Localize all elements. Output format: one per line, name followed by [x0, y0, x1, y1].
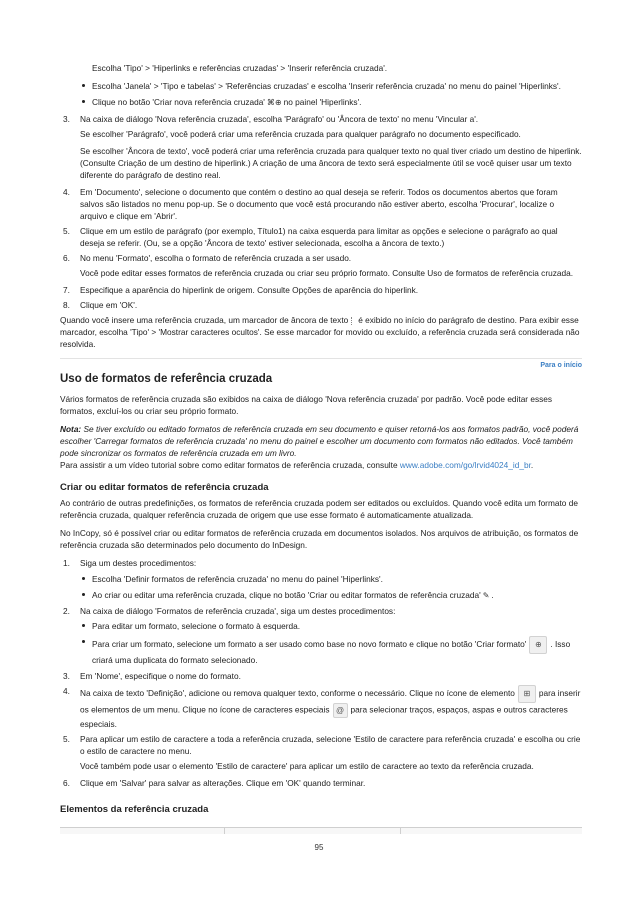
note-label: Nota:: [60, 423, 82, 434]
step-2: 2. Na caixa de diálogo 'Formatos de referência cruzada', siga um destes procedimentos:: [63, 606, 396, 617]
step-8: 8. Clique em 'OK'.: [63, 299, 138, 310]
step-option-text: Escolha 'Tipo' > 'Hiperlinks e referências cruzadas' > 'Inserir referência cruzada'.: [92, 63, 388, 73]
pencil-icon[interactable]: ✎: [482, 590, 490, 600]
document-page: [60, 62, 582, 834]
list-item: Para editar um formato, selecione o formato à esquerda.: [60, 620, 582, 632]
list-item: Escolha 'Janela' > 'Tipo e tabelas' > 'Referências cruzadas' e escolha 'Inserir referência cruzada' no menu do painel 'Hiperlinks'.: [60, 80, 582, 92]
special-characters-icon[interactable]: @: [333, 703, 348, 718]
step-4: 4. Na caixa de texto 'Definição', adicione ou remova qualquer texto, conforme o necessário. Clique no ícone de elemento ⊞ para inserir os elementos de um menu. Clique no ícone de caracteres especiais @ para selecionar traços, espaços, aspas e outros caracteres especiais.: [63, 686, 581, 730]
step-7: 7. Especifique a aparência do hiperlink de origem. Consulte Opções de aparência do hiperlink.: [63, 284, 419, 295]
new-cross-reference-icon[interactable]: ⌘⊕: [266, 98, 282, 108]
page-number: 95: [314, 843, 324, 852]
paragraph: Ao contrário de outras predefinições, os formatos de referência cruzada podem ser editados ou excluídos. Quando você edita um formato de referência cruzada, qualquer referência cruzada de origem que use esse formato é automaticamente atualizada.: [60, 498, 578, 521]
step-4: 4. Em 'Documento', selecione o documento que contém o destino ao qual deseja se referir. Todos os documentos abertos que foram salvos são listados no menu pop-up. Se o documento que você está procurando não estiver aberto, escolha 'Procurar', localize o arquivo e clique em 'Abrir'.: [63, 186, 558, 221]
step-note: Se escolher 'Parágrafo', você poderá criar uma referência cruzada para qualquer parágrafo no documento especificado.: [80, 128, 521, 139]
step-note: Se escolher 'Âncora de texto', você poderá criar uma referência cruzada para qualquer texto no qual tiver criado um destino de hiperlink. (Consulte Criação de um destino de hiperlink.) A criação de uma âncora de texto será especialmente útil se você quiser usar um texto diferente do parágrafo de destino real.: [80, 145, 582, 180]
step-6: 6. Clique em 'Salvar' para salvar as alterações. Clique em 'OK' quando terminar.: [63, 778, 366, 789]
step-3: 3. Em 'Nome', especifique o nome do formato.: [63, 671, 241, 682]
step-3: 3. Na caixa de diálogo 'Nova referência cruzada', escolha 'Parágrafo' ou 'Âncora de texto' no menu 'Vincular a'.: [63, 113, 479, 124]
list-item: Ao criar ou editar uma referência cruzada, clique no botão 'Criar ou editar formatos de referência cruzada' ✎ .: [60, 589, 582, 602]
text-anchor-marker-icon: [351, 317, 355, 325]
subsection-title: Criar ou editar formatos de referência cruzada: [60, 481, 269, 493]
element-icon[interactable]: ⊞: [518, 685, 536, 703]
create-format-icon[interactable]: ⊕: [529, 636, 547, 654]
step-note: Você pode editar esses formatos de referência cruzada ou criar seu próprio formato. Consulte Uso de formatos de referência cruzada.: [80, 267, 574, 278]
list-item: Para criar um formato, selecione um formato a ser usado como base no novo formato e clique no botão 'Criar formato' ⊕ . Isso criará uma duplicata do formato selecionado.: [60, 636, 582, 666]
section-uso-de-formatos: [60, 358, 582, 388]
step-6: 6. No menu 'Formato', escolha o formato de referência cruzada a ser usado.: [63, 252, 352, 263]
note-paragraph: Nota: Se tiver excluído ou editado formatos de referência cruzada em seu documento e quiser retorná-los aos formatos padrão, você poderá escolher 'Carregar formatos de referência cruzada' no menu do painel e escolher um documento com formatos não editados. Você também pode sincronizar os formatos de referência cruzada em um livro.: [60, 423, 579, 458]
back-to-top-link[interactable]: Para o início: [540, 361, 582, 369]
closing-paragraph: Quando você insere uma referência cruzada, um marcador de âncora de texto é exibido no início do parágrafo de destino. Para exibir esse marcador, escolha 'Tipo' > 'Mostrar caracteres ocultos'. Se esse marcador for movido ou excluído, a referência cruzada será considerada não resolvida.: [60, 314, 580, 349]
list-item: Escolha 'Definir formatos de referência cruzada' no menu do painel 'Hiperlinks'.: [60, 573, 582, 585]
paragraph: Vários formatos de referência cruzada são exibidos na caixa de diálogo 'Nova referência cruzada' por padrão. Você pode editar esses formatos, excluí-los ou criar seu próprio formato.: [60, 393, 553, 416]
section-title: Uso de formatos de referência cruzada: [60, 372, 273, 385]
step-note: Você também pode usar o elemento 'Estilo de caractere' para aplicar um estilo de caractere ao texto da referência cruzada.: [80, 761, 534, 772]
paragraph: No InCopy, só é possível criar ou editar formatos de referência cruzada em documentos isolados. Nos arquivos de atribuição, os formatos de referência cruzada são determinados pelo documento do InDesign.: [60, 528, 579, 551]
list-item: Clique no botão 'Criar nova referência cruzada' ⌘⊕ no painel 'Hiperlinks'.: [60, 96, 582, 109]
video-paragraph: Para assistir a um vídeo tutorial sobre como editar formatos de referência cruzada, consulte www.adobe.com/go/lrvid4024_id_br.: [60, 459, 534, 470]
table-header-stub: [60, 827, 582, 834]
step-5: 5. Clique em um estilo de parágrafo (por exemplo, Título1) na caixa esquerda para limitar as opções e selecione o parágrafo ao qual deseja se referir. (Ou, se a opção 'Âncora de texto' estiver selecionada, escolha a âncora de texto.): [63, 225, 558, 248]
subsection-title: Elementos da referência cruzada: [60, 804, 209, 816]
step-5: 5. Para aplicar um estilo de caractere a toda a referência cruzada, selecione 'Estilo de caractere para referência cruzada' e escolha ou crie o estilo de caractere no menu.: [63, 734, 581, 757]
video-tutorial-link[interactable]: www.adobe.com/go/lrvid4024_id_br: [399, 459, 531, 470]
step-1: 1. Siga um destes procedimentos:: [63, 558, 197, 569]
